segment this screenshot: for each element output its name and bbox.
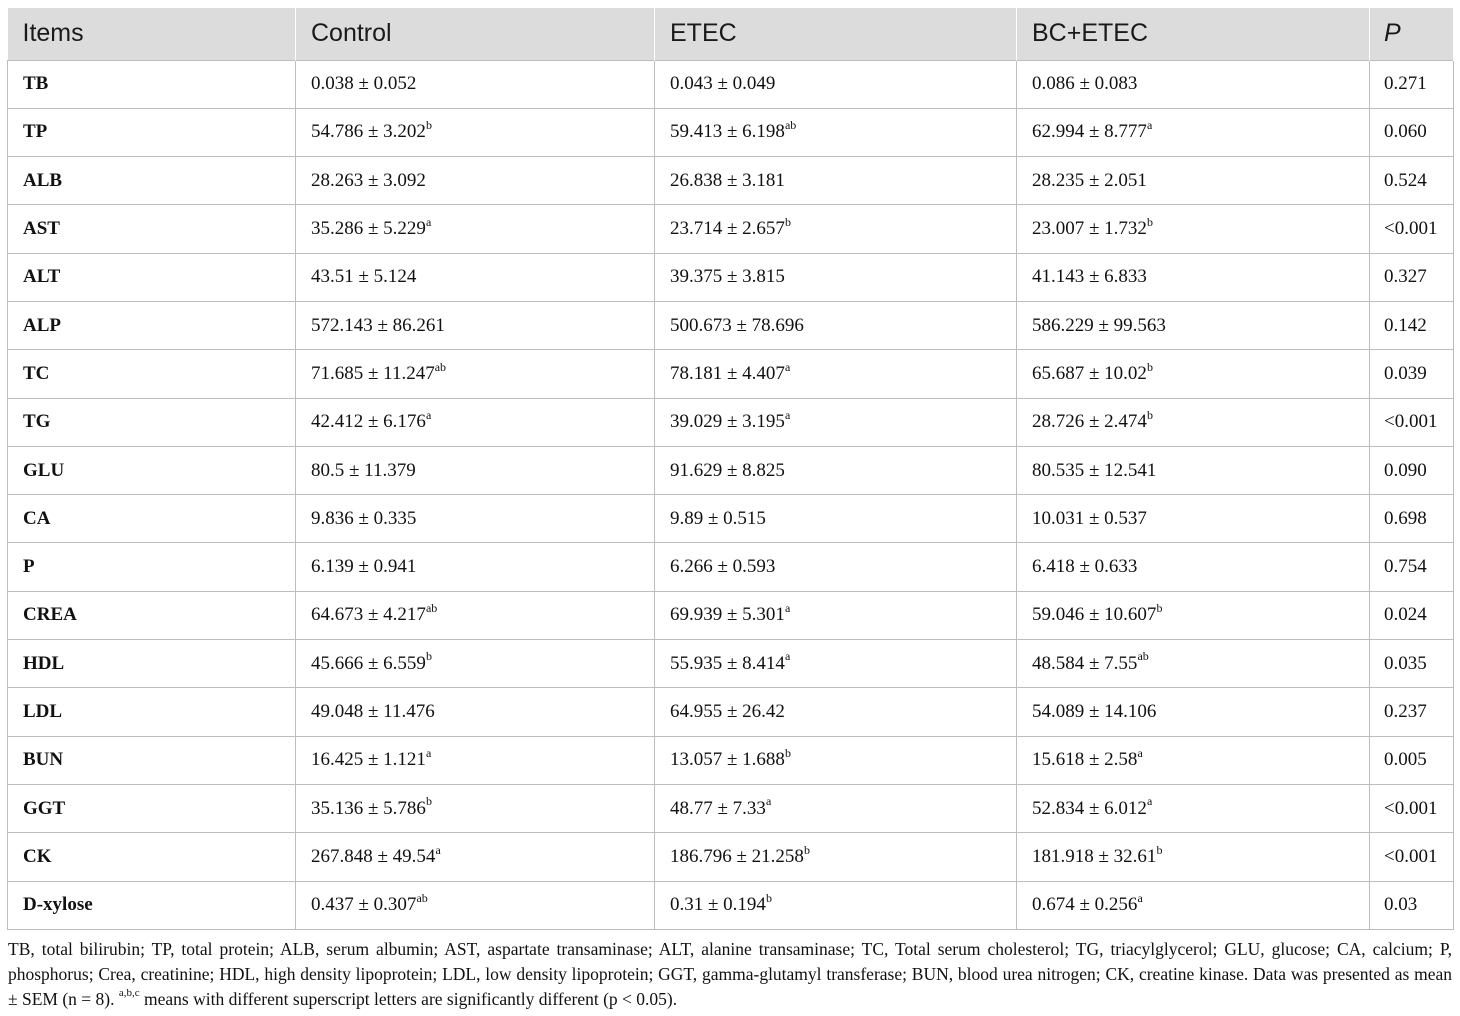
- significance-letter: b: [1146, 407, 1153, 422]
- cell-item-value: TG: [23, 411, 51, 433]
- cell-bc-etec: [1017, 398, 1370, 446]
- cell-p-value-value: 0.090: [1384, 459, 1427, 481]
- cell-p-value-value: 0.524: [1384, 169, 1427, 191]
- cell-etec-value: 39.375 ± 3.815: [670, 266, 785, 288]
- cell-item-value: ALT: [23, 266, 61, 288]
- cell-control-value: 0.038 ± 0.052: [311, 73, 417, 95]
- cell-p-value: [1370, 446, 1454, 494]
- footnote-superscript: a,b,c: [118, 987, 140, 1000]
- cell-etec-value: 0.31 ± 0.194: [670, 894, 766, 916]
- significance-letter: a: [784, 601, 791, 616]
- cell-item-value: BUN: [23, 749, 64, 771]
- cell-bc-etec-value: 0.086 ± 0.083: [1032, 73, 1138, 95]
- cell-control-value: 42.412 ± 6.176: [311, 411, 426, 433]
- cell-etec-value: 64.955 ± 26.42: [670, 701, 785, 722]
- cell-p-value-value: <0.001: [1384, 218, 1438, 240]
- cell-etec-value: 500.673 ± 78.696: [670, 314, 804, 336]
- cell-control: [296, 881, 655, 929]
- cell-p-value-value: <0.001: [1384, 411, 1438, 433]
- cell-bc-etec-value: 181.918 ± 32.61: [1032, 845, 1157, 867]
- cell-p-value-value: <0.001: [1384, 797, 1438, 819]
- cell-p-value-value: 0.035: [1384, 652, 1427, 674]
- cell-control-value: 28.263 ± 3.092: [311, 169, 426, 191]
- cell-item-value: HDL: [23, 652, 65, 674]
- cell-p-value-value: 0.024: [1384, 604, 1427, 626]
- cell-control-value: 16.425 ± 1.121: [311, 749, 426, 771]
- cell-p-value-value: <0.001: [1384, 845, 1438, 867]
- cell-bc-etec: [1017, 591, 1370, 639]
- cell-control-value: 35.136 ± 5.786: [311, 797, 426, 819]
- cell-bc-etec-value: 23.007 ± 1.732: [1032, 218, 1147, 240]
- cell-etec: [655, 736, 1017, 784]
- cell-p-value-value: 0.754: [1384, 556, 1427, 578]
- cell-etec: [655, 591, 1017, 639]
- table-row: [8, 591, 1454, 639]
- significance-letter: ab: [434, 359, 447, 374]
- cell-control-value: 267.848 ± 49.54: [311, 845, 436, 867]
- cell-p-value: [1370, 495, 1454, 543]
- header-control: Control: [296, 8, 655, 60]
- table-row: [8, 881, 1454, 929]
- cell-control-value: 80.5 ± 11.379: [311, 459, 416, 481]
- cell-item-value: CREA: [23, 604, 77, 626]
- significance-letter: b: [1146, 359, 1153, 374]
- significance-letter: a: [784, 359, 791, 374]
- cell-control-value: 71.685 ± 11.247: [311, 362, 435, 384]
- cell-etec: [655, 881, 1017, 929]
- cell-p-value: [1370, 591, 1454, 639]
- cell-bc-etec: [1017, 881, 1370, 929]
- significance-letter: b: [425, 649, 432, 664]
- header-p-value: P: [1370, 8, 1454, 60]
- cell-item: [8, 301, 296, 349]
- cell-etec-value: 48.77 ± 7.33: [670, 797, 766, 819]
- cell-p-value: [1370, 60, 1454, 108]
- significance-letter: b: [425, 794, 432, 809]
- cell-control: [296, 157, 655, 205]
- significance-letter: a: [1137, 890, 1143, 905]
- cell-item: [8, 881, 296, 929]
- cell-bc-etec-value: 10.031 ± 0.537: [1032, 507, 1147, 529]
- cell-item: [8, 640, 296, 688]
- cell-bc-etec-value: 59.046 ± 10.607: [1032, 604, 1157, 626]
- cell-item-value: CA: [23, 507, 51, 529]
- cell-control: [296, 591, 655, 639]
- cell-etec: [655, 398, 1017, 446]
- cell-p-value: [1370, 784, 1454, 832]
- cell-bc-etec-value: 54.089 ± 14.106: [1032, 701, 1157, 722]
- cell-bc-etec: [1017, 205, 1370, 253]
- cell-bc-etec-value: 15.618 ± 2.58: [1032, 749, 1138, 771]
- cell-etec: [655, 157, 1017, 205]
- cell-item-value: CK: [23, 845, 52, 867]
- cell-item: [8, 205, 296, 253]
- cell-bc-etec: [1017, 157, 1370, 205]
- cell-control: [296, 543, 655, 591]
- cell-etec: [655, 446, 1017, 494]
- cell-etec-value: 13.057 ± 1.688: [670, 749, 785, 771]
- cell-item-value: ALB: [23, 169, 63, 191]
- serum-biochemistry-table: [7, 8, 1454, 930]
- table-row: [8, 398, 1454, 446]
- cell-etec: [655, 60, 1017, 108]
- cell-etec-value: 9.89 ± 0.515: [670, 507, 766, 529]
- header-items: Items: [8, 8, 296, 60]
- cell-bc-etec: [1017, 640, 1370, 688]
- cell-etec-value: 39.029 ± 3.195: [670, 411, 785, 433]
- significance-letter: a: [435, 842, 441, 857]
- cell-control-value: 9.836 ± 0.335: [311, 507, 417, 529]
- table-row: [8, 60, 1454, 108]
- cell-etec: [655, 543, 1017, 591]
- header-bc-etec: BC+ETEC: [1017, 8, 1370, 60]
- significance-letter: a: [425, 214, 432, 229]
- cell-item-value: AST: [23, 218, 60, 240]
- cell-p-value-value: 0.03: [1384, 894, 1418, 916]
- significance-letter: a: [784, 649, 791, 664]
- cell-etec-value: 59.413 ± 6.198: [670, 121, 785, 143]
- cell-item-value: D-xylose: [23, 894, 93, 916]
- cell-item: [8, 350, 296, 398]
- cell-p-value-value: 0.060: [1384, 121, 1427, 143]
- significance-letter: b: [784, 745, 791, 760]
- table-row: [8, 157, 1454, 205]
- cell-control: [296, 398, 655, 446]
- table-row: [8, 253, 1454, 301]
- cell-bc-etec-value: 586.229 ± 99.563: [1032, 314, 1166, 336]
- cell-item-value: GGT: [23, 797, 66, 819]
- table-row: [8, 205, 1454, 253]
- cell-bc-etec-value: 62.994 ± 8.777: [1032, 121, 1147, 143]
- cell-etec-value: 78.181 ± 4.407: [670, 362, 785, 384]
- table-footnote: [8, 937, 1452, 1012]
- cell-control-value: 0.437 ± 0.307: [311, 894, 417, 916]
- cell-bc-etec-value: 28.726 ± 2.474: [1032, 411, 1147, 433]
- cell-etec: [655, 688, 1017, 736]
- cell-etec-value: 55.935 ± 8.414: [670, 652, 785, 674]
- table-row: [8, 736, 1454, 784]
- header-etec: ETEC: [655, 8, 1017, 60]
- significance-letter: a: [425, 745, 432, 760]
- cell-control-value: 49.048 ± 11.476: [311, 701, 435, 722]
- cell-bc-etec-value: 0.674 ± 0.256: [1032, 894, 1138, 916]
- cell-etec: [655, 205, 1017, 253]
- significance-letter: ab: [425, 601, 438, 616]
- cell-bc-etec-value: 6.418 ± 0.633: [1032, 556, 1138, 578]
- cell-p-value: [1370, 833, 1454, 881]
- cell-p-value: [1370, 350, 1454, 398]
- cell-control: [296, 688, 655, 736]
- cell-control: [296, 784, 655, 832]
- significance-letter: ab: [416, 890, 428, 905]
- cell-item: [8, 253, 296, 301]
- cell-etec: [655, 495, 1017, 543]
- cell-p-value-value: 0.142: [1384, 314, 1427, 336]
- cell-control-value: 43.51 ± 5.124: [311, 266, 417, 288]
- cell-control: [296, 108, 655, 156]
- cell-control-value: 64.673 ± 4.217: [311, 604, 426, 626]
- cell-bc-etec: [1017, 833, 1370, 881]
- significance-letter: a: [1146, 794, 1153, 809]
- cell-control: [296, 301, 655, 349]
- cell-item-value: GLU: [23, 459, 65, 481]
- cell-p-value: [1370, 543, 1454, 591]
- cell-etec: [655, 784, 1017, 832]
- cell-control: [296, 640, 655, 688]
- table-row: [8, 301, 1454, 349]
- cell-bc-etec: [1017, 446, 1370, 494]
- table-row: [8, 108, 1454, 156]
- cell-item-value: P: [23, 556, 35, 578]
- cell-etec: [655, 833, 1017, 881]
- cell-control-value: 54.786 ± 3.202: [311, 121, 426, 143]
- significance-letter: a: [784, 407, 791, 422]
- cell-item: [8, 495, 296, 543]
- cell-control: [296, 60, 655, 108]
- cell-p-value-value: 0.237: [1384, 701, 1427, 722]
- table-row: [8, 446, 1454, 494]
- significance-letter: b: [1146, 214, 1153, 229]
- footnote-text-end: means with different superscript letters are significantly different (p < 0.05).: [139, 989, 678, 1009]
- cell-bc-etec: [1017, 736, 1370, 784]
- cell-control: [296, 253, 655, 301]
- cell-etec: [655, 253, 1017, 301]
- cell-etec-value: 91.629 ± 8.825: [670, 459, 785, 481]
- cell-control-value: 572.143 ± 86.261: [311, 314, 445, 336]
- significance-letter: b: [784, 214, 791, 229]
- cell-p-value-value: 0.698: [1384, 507, 1427, 529]
- table-row: [8, 495, 1454, 543]
- cell-item: [8, 833, 296, 881]
- cell-p-value: [1370, 688, 1454, 736]
- cell-p-value: [1370, 881, 1454, 929]
- cell-etec-value: 23.714 ± 2.657: [670, 218, 785, 240]
- cell-bc-etec-value: 28.235 ± 2.051: [1032, 169, 1147, 191]
- table-body: [8, 60, 1454, 929]
- cell-p-value: [1370, 253, 1454, 301]
- cell-control: [296, 495, 655, 543]
- cell-item: [8, 108, 296, 156]
- cell-item-value: TP: [23, 121, 48, 143]
- cell-bc-etec-value: 41.143 ± 6.833: [1032, 266, 1147, 288]
- cell-control: [296, 736, 655, 784]
- cell-control-value: 6.139 ± 0.941: [311, 556, 417, 578]
- cell-bc-etec: [1017, 350, 1370, 398]
- cell-p-value: [1370, 108, 1454, 156]
- cell-item: [8, 60, 296, 108]
- table-row: [8, 833, 1454, 881]
- cell-etec: [655, 640, 1017, 688]
- cell-item-value: TB: [23, 73, 49, 95]
- cell-control: [296, 205, 655, 253]
- cell-bc-etec: [1017, 253, 1370, 301]
- cell-p-value: [1370, 205, 1454, 253]
- cell-bc-etec-value: 65.687 ± 10.02: [1032, 362, 1147, 384]
- cell-item: [8, 784, 296, 832]
- significance-letter: b: [1156, 842, 1163, 857]
- footnote-text: TB, total bilirubin; TP, total protein; ALB, serum albumin; AST, aspartate transaminase; ALT, alanine transaminase; TC, Total serum cholesterol; TG, triacylglycerol; GLU, glucose; CA, calcium; P, phosphorus; Crea, creatinine; HDL, high density lipoprotein; LDL, low density lipoprotein; GGT, gamma-glutamyl transferase; BUN, blood urea nitrogen; CK, creatine kinase. Data was presented as mean ± SEM (n = 8).: [8, 939, 1452, 1009]
- cell-etec: [655, 108, 1017, 156]
- cell-item: [8, 736, 296, 784]
- cell-bc-etec: [1017, 301, 1370, 349]
- cell-p-value-value: 0.271: [1384, 73, 1427, 95]
- significance-letter: b: [765, 890, 772, 905]
- cell-item-value: LDL: [23, 701, 63, 722]
- significance-letter: b: [425, 118, 432, 133]
- cell-p-value: [1370, 301, 1454, 349]
- cell-item: [8, 591, 296, 639]
- cell-control-value: 35.286 ± 5.229: [311, 218, 426, 240]
- cell-bc-etec-value: 52.834 ± 6.012: [1032, 797, 1147, 819]
- cell-bc-etec: [1017, 60, 1370, 108]
- table-row: [8, 640, 1454, 688]
- cell-item: [8, 446, 296, 494]
- cell-control-value: 45.666 ± 6.559: [311, 652, 426, 674]
- cell-item-value: ALP: [23, 314, 61, 336]
- cell-control: [296, 833, 655, 881]
- cell-etec-value: 69.939 ± 5.301: [670, 604, 785, 626]
- cell-etec: [655, 301, 1017, 349]
- cell-etec-value: 186.796 ± 21.258: [670, 845, 804, 867]
- cell-control: [296, 446, 655, 494]
- data-table-container: [7, 8, 1453, 930]
- significance-letter: a: [1146, 118, 1153, 133]
- cell-bc-etec-value: 48.584 ± 7.55: [1032, 652, 1138, 674]
- cell-item: [8, 543, 296, 591]
- table-row: [8, 350, 1454, 398]
- cell-item: [8, 688, 296, 736]
- cell-control: [296, 350, 655, 398]
- significance-letter: ab: [1137, 649, 1149, 664]
- significance-letter: b: [1156, 601, 1163, 616]
- table-header: [8, 8, 1454, 60]
- significance-letter: b: [803, 842, 810, 857]
- cell-p-value-value: 0.327: [1384, 266, 1427, 288]
- significance-letter: a: [765, 794, 772, 809]
- cell-item-value: TC: [23, 362, 50, 384]
- significance-letter: a: [1137, 745, 1143, 760]
- cell-p-value: [1370, 398, 1454, 446]
- cell-bc-etec-value: 80.535 ± 12.541: [1032, 459, 1157, 481]
- cell-item: [8, 398, 296, 446]
- cell-p-value-value: 0.039: [1384, 362, 1427, 384]
- cell-etec-value: 26.838 ± 3.181: [670, 169, 785, 191]
- cell-bc-etec: [1017, 108, 1370, 156]
- significance-letter: a: [425, 407, 432, 422]
- cell-bc-etec: [1017, 495, 1370, 543]
- cell-p-value: [1370, 157, 1454, 205]
- cell-bc-etec: [1017, 784, 1370, 832]
- table-row: [8, 543, 1454, 591]
- cell-p-value-value: 0.005: [1384, 749, 1427, 771]
- cell-etec-value: 0.043 ± 0.049: [670, 73, 776, 95]
- header-row: [8, 8, 1454, 60]
- cell-etec-value: 6.266 ± 0.593: [670, 556, 776, 578]
- cell-p-value: [1370, 640, 1454, 688]
- table-row: [8, 688, 1454, 736]
- cell-etec: [655, 350, 1017, 398]
- table-row: [8, 784, 1454, 832]
- cell-p-value: [1370, 736, 1454, 784]
- cell-bc-etec: [1017, 543, 1370, 591]
- significance-letter: ab: [784, 118, 797, 133]
- cell-item: [8, 157, 296, 205]
- cell-bc-etec: [1017, 688, 1370, 736]
